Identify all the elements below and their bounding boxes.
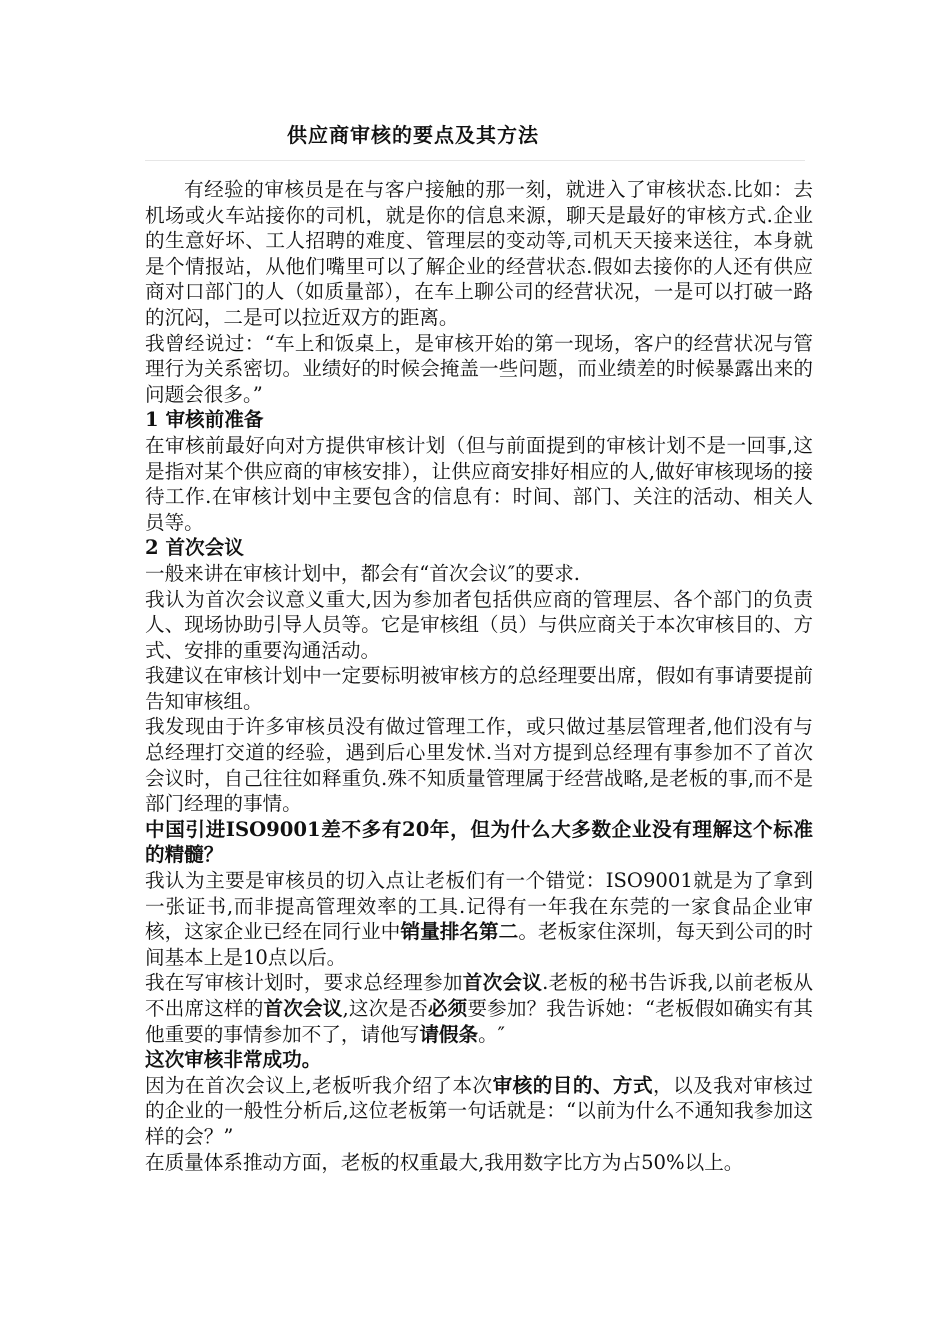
bold-text-run: 首次会议 (263, 997, 343, 1020)
section-heading-preparation (145, 407, 813, 433)
paragraph-meeting-requirement: 一般来讲在审核计划中，都会有“首次会议″的要求. (145, 561, 581, 585)
paragraph-audit-plan-story (145, 970, 813, 1047)
section-number: 1 (145, 408, 159, 432)
text-run: 。老板家住深圳，每天到公司的时间基本上是10点以后。 (145, 920, 814, 969)
bold-text-run: 必须 (427, 997, 468, 1020)
text-run: 我认为主要是审核员的切入点让老板们有一个错觉：ISO9001就是为了拿到一张证书,而非提高管理效率的工具.记得有一年我在东莞的一家食品企业审核，这家企业已经在同行业中 (145, 869, 813, 944)
text-run: 要参加？我告诉她：“老板假如确实有其他重要的事情参加不了，请他写 (145, 997, 814, 1046)
bold-text-run: 请假条 (419, 1022, 479, 1046)
text-run: 我在写审核计划时，要求总经理参加 (145, 971, 463, 995)
bold-text-run: 销量排名第二 (400, 920, 519, 944)
text-run: 因为在首次会议上,老板听我介绍了本次 (145, 1073, 493, 1097)
document-title: 供应商审核的要点及其方法 (287, 123, 539, 147)
paragraph-auditor-experience: 我发现由于许多审核员没有做过管理工作，或只做过基层管理者,他们没有与总经理打交道的经验，遇到后心里发怵.当对方提到总经理有事参加不了首次会议时，自己往往如释重负.殊不知质量管理属于经营战略,是老板的事,而不是部门经理的事情。 (145, 715, 813, 816)
paragraph-iso-misunderstanding (145, 868, 813, 970)
section-heading-first-meeting (145, 535, 813, 561)
paragraph-quote: 我曾经说过：“车上和饭桌上，是审核开始的第一现场，客户的经营状况与管理行为关系密切。业绩好的时候会掩盖一些问题，而业绩差的时候暴露出来的问题会很多。” (145, 331, 813, 406)
paragraph-boss-weight: 在质量体系推动方面，老板的权重最大,我用数字比方为占50%以上。 (145, 1150, 744, 1174)
text-run: ，以及我对审核过的企业的一般性分析后,这位老板第一句话就是：“以前为什么不通知我参加这样的会？” (145, 1073, 814, 1148)
paragraph-intro: 有经验的审核员是在与客户接触的那一刻，就进入了审核状态.比如：去机场或火车站接你的司机，就是你的信息来源，聊天是最好的审核方式.企业的生意好坏、工人招聘的难度、管理层的变动等,司机天天接来送往，本身就是个情报站，从他们嘴里可以了解企业的经营状态.假如去接你的人还有供应商对口部门的人（如质量部），在车上聊公司的经营状况，一是可以打破一路的沉闷，二是可以拉近双方的距离。 (145, 178, 813, 329)
text-run: ,这次是否 (342, 997, 428, 1020)
title-divider (145, 160, 805, 161)
bold-statement-success: 这次审核非常成功。 (145, 1048, 322, 1072)
text-run: .老板的秘书告诉我,以前老板从不出席这样的 (145, 971, 814, 1020)
bold-question-heading: 中国引进ISO9001差不多有20年，但为什么大多数企业没有理解这个标准的精髓？ (145, 817, 813, 867)
paragraph-preparation: 在审核前最好向对方提供审核计划（但与前面提到的审核计划不是一回事,这是指对某个供应商的审核安排），让供应商安排好相应的人,做好审核现场的接待工作.在审核计划中主要包含的信息有：时间、部门、关注的活动、相关人员等。 (145, 433, 813, 534)
bold-text-run: 首次会议 (462, 971, 543, 995)
text-run: 。″ (478, 1022, 506, 1046)
section-number: 2 (145, 536, 159, 560)
section-heading-text: 首次会议 (165, 536, 244, 560)
document-body (145, 177, 813, 1175)
paragraph-meeting-importance: 我认为首次会议意义重大,因为参加者包括供应商的管理层、各个部门的负责人、现场协助引导人员等。它是审核组（员）与供应商关于本次审核目的、方式、安排的重要沟通活动。 (145, 587, 813, 662)
paragraph-gm-attendance: 我建议在审核计划中一定要标明被审核方的总经理要出席，假如有事请要提前告知审核组。 (145, 664, 813, 713)
section-heading-text: 审核前准备 (165, 408, 264, 432)
bold-text-run: 审核的目的、方式 (492, 1073, 654, 1097)
paragraph-meeting-outcome (145, 1073, 813, 1150)
